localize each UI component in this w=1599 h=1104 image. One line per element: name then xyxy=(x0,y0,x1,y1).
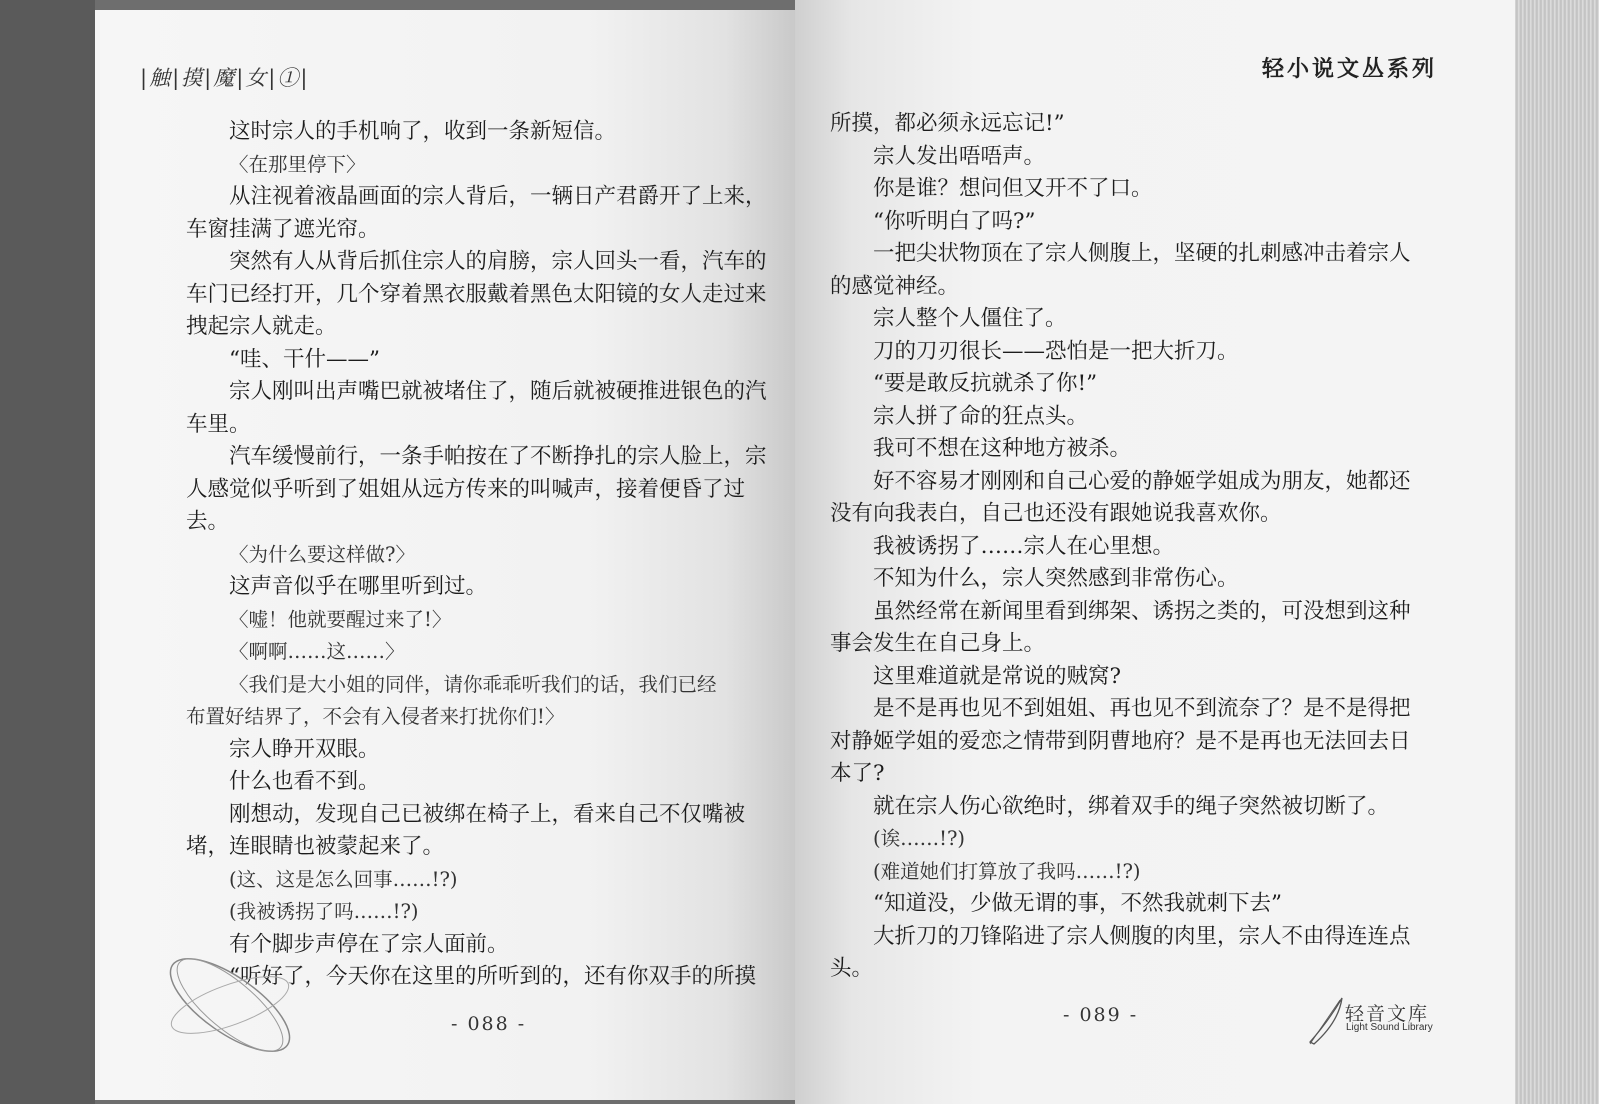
text-line: 的感觉神经。 xyxy=(830,273,960,299)
text-line: 突然有人从背后抓住宗人的肩膀，宗人回头一看，汽车的 xyxy=(229,249,767,274)
text-line: 〈在那里停下〉 xyxy=(229,152,366,176)
text-line: “哇、干什——” xyxy=(229,346,380,372)
text-line: 车门已经打开，几个穿着黑衣服戴着黑色太阳镜的女人走过来 xyxy=(186,281,767,307)
text-line: 本了? xyxy=(830,761,885,786)
right-running-header: 轻小说文丛系列 xyxy=(1262,56,1438,82)
page-edges xyxy=(1515,0,1599,1104)
text-line: 布置好结界了，不会有入侵者来打扰你们!〉 xyxy=(186,705,565,728)
publisher-logo-text: 轻音文库 xyxy=(1345,1003,1430,1025)
publisher-logo-subtext: Light Sound Library xyxy=(1346,1022,1433,1033)
text-line: 好不容易才刚刚和自己心爱的静姬学姐成为朋友，她都还 xyxy=(873,468,1411,494)
right-page-text xyxy=(830,108,1411,986)
text-line: 车里。 xyxy=(186,411,251,437)
text-line: 没有向我表白，自己也还没有跟她说我喜欢你。 xyxy=(830,501,1282,526)
text-line: 是不是再也见不到姐姐、再也见不到流奈了？是不是得把 xyxy=(873,696,1411,721)
text-line: 我被诱拐了……宗人在心里想。 xyxy=(873,533,1175,559)
left-page-number: - 088 - xyxy=(451,1013,527,1035)
text-line: 头。 xyxy=(830,956,874,981)
text-line: “知道没，少做无谓的事，不然我就刺下去” xyxy=(873,891,1282,916)
text-line: 什么也看不到。 xyxy=(229,769,380,794)
text-line: (这、这是怎么回事……!?) xyxy=(229,867,458,891)
text-line: 〈为什么要这样做?〉 xyxy=(229,542,415,566)
text-line: 车窗挂满了遮光帘。 xyxy=(186,216,380,242)
text-line: 堵，连眼睛也被蒙起来了。 xyxy=(186,834,445,859)
text-line: 宗人整个人僵住了。 xyxy=(873,306,1067,331)
text-line: 这里难道就是常说的贼窝? xyxy=(873,663,1122,689)
text-line: 刀的刀刃很长——恐怕是一把大折刀。 xyxy=(873,338,1239,364)
text-line: 去。 xyxy=(186,509,230,534)
text-line: 〈我们是大小姐的同伴，请你乖乖听我们的话，我们已经 xyxy=(229,672,717,696)
text-line: 我可不想在这种地方被杀。 xyxy=(873,436,1132,461)
text-line: 这声音似乎在哪里听到过。 xyxy=(229,574,488,599)
text-line: 虽然经常在新闻里看到绑架、诱拐之类的，可没想到这种 xyxy=(873,598,1411,624)
text-line: 拽起宗人就走。 xyxy=(186,314,337,339)
text-line: 事会发生在自己身上。 xyxy=(830,631,1046,656)
swirl-ornament-icon xyxy=(150,930,310,1070)
left-page-text xyxy=(186,116,767,994)
text-line: 一把尖状物顶在了宗人侧腹上，坚硬的扎刺感冲击着宗人 xyxy=(873,241,1411,266)
text-line: 不知为什么，宗人突然感到非常伤心。 xyxy=(873,566,1239,591)
text-line: 宗人拼了命的狂点头。 xyxy=(873,403,1089,429)
left-running-header: |触|摸|魔|女|①| xyxy=(140,66,310,90)
text-line: 人感觉似乎听到了姐姐从远方传来的叫喊声，接着便昏了过 xyxy=(186,476,746,502)
text-line: 就在宗人伤心欲绝时，绑着双手的绳子突然被切断了。 xyxy=(873,793,1390,819)
text-line: “你听明白了吗?” xyxy=(873,208,1036,234)
text-line: 〈嘘！他就要醒过来了!〉 xyxy=(229,607,452,631)
text-line: 宗人刚叫出声嘴巴就被堵住了，随后就被硬推进银色的汽 xyxy=(229,379,767,404)
text-line: 对静姬学姐的爱恋之情带到阴曹地府？是不是再也无法回去日 xyxy=(830,728,1411,754)
text-line: (难道她们打算放了我吗……!?) xyxy=(873,859,1141,883)
text-line: 所摸，都必须永远忘记!” xyxy=(830,111,1065,136)
text-line: (我被诱拐了吗……!?) xyxy=(229,900,419,923)
right-page-number: - 089 - xyxy=(1063,1004,1139,1026)
background-shadow xyxy=(0,0,95,1104)
text-line: 大折刀的刀锋陷进了宗人侧腹的肉里，宗人不由得连连点 xyxy=(873,923,1411,949)
text-line: 宗人发出唔唔声。 xyxy=(873,143,1046,169)
text-line: 宗人睁开双眼。 xyxy=(229,736,380,762)
text-line: 刚想动，发现自己已被绑在椅子上，看来自己不仅嘴被 xyxy=(229,801,746,827)
text-line: 你是谁？想问但又开不了口。 xyxy=(873,176,1153,201)
text-line: “听好了，今天你在这里的所听到的，还有你双手的所摸 xyxy=(229,964,756,989)
text-line: 这时宗人的手机响了，收到一条新短信。 xyxy=(229,119,617,144)
text-line: 从注视着液晶画面的宗人背后，一辆日产君爵开了上来， xyxy=(229,184,767,209)
text-line: (诶……!?) xyxy=(873,827,966,850)
text-line: 汽车缓慢前行，一条手帕按在了不断挣扎的宗人脸上，宗 xyxy=(229,444,767,469)
text-line: 有个脚步声停在了宗人面前。 xyxy=(229,931,509,957)
text-line: “要是敢反抗就杀了你!” xyxy=(873,371,1098,396)
text-line: 〈啊啊……这……〉 xyxy=(229,640,405,663)
